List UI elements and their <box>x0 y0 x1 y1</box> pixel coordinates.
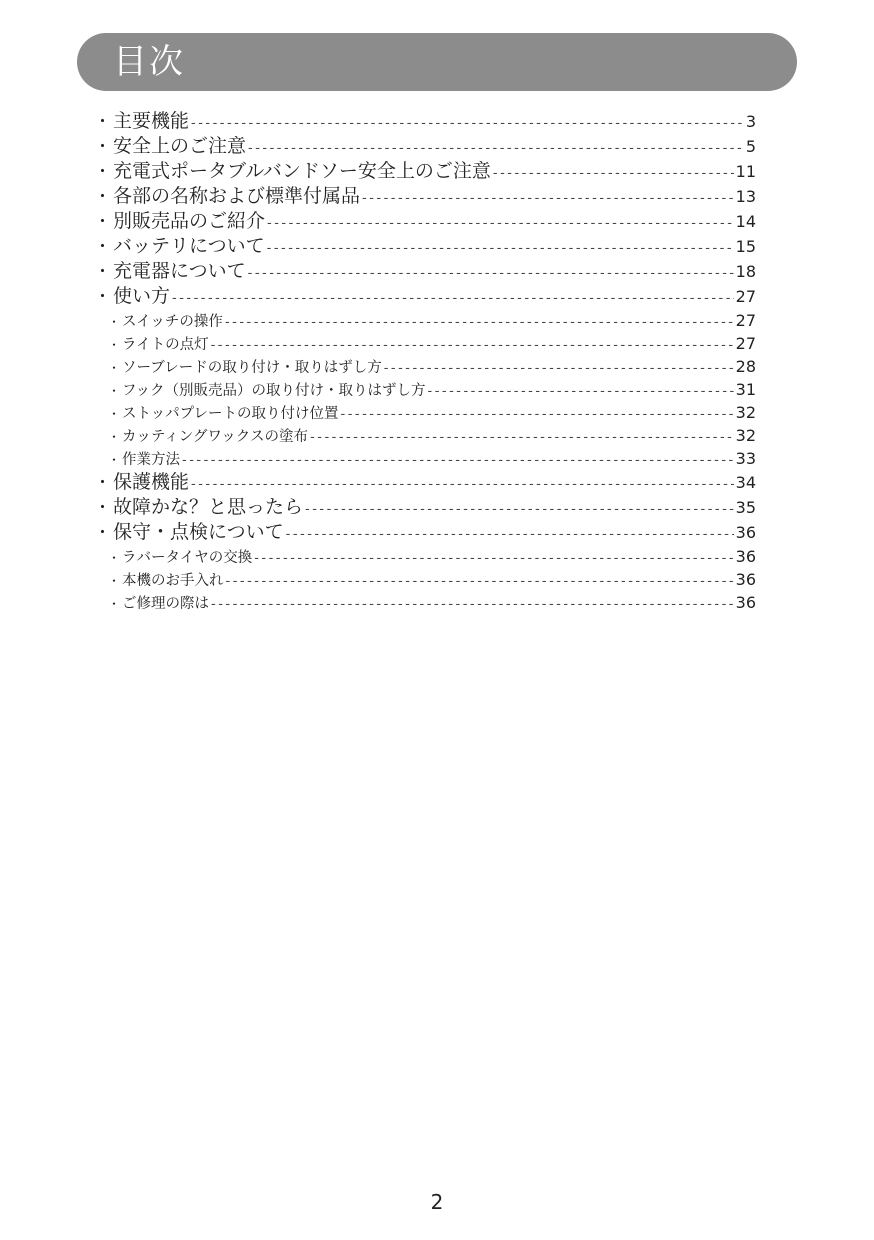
toc-bullet: ・ <box>108 453 121 467</box>
toc-entry-label: 保護機能 <box>113 471 190 493</box>
toc-entry[interactable] <box>94 470 756 495</box>
toc-entry-page: 32 <box>735 403 756 422</box>
toc-bullet: ・ <box>108 430 121 444</box>
toc-entry-label: ラバータイヤの交換 <box>122 550 253 566</box>
toc-dot-leader <box>211 593 734 616</box>
toc-entry-label: 本機のお手入れ <box>122 573 224 589</box>
toc-entry-page: 11 <box>735 162 756 181</box>
page-number: 2 <box>430 1190 444 1214</box>
toc-bullet: ・ <box>94 287 111 307</box>
toc-bullet: ・ <box>108 597 121 611</box>
toc-entry-page: 18 <box>735 262 756 281</box>
toc-bullet: ・ <box>94 162 111 182</box>
toc-bullet: ・ <box>94 498 111 518</box>
toc-dot-leader <box>341 403 734 426</box>
toc-entry-label: フック（別販売品）の取り付け・取りはずし方 <box>122 383 426 399</box>
toc-entry-label: 充電器について <box>113 260 246 282</box>
toc-entry-page: 33 <box>735 449 756 468</box>
toc-bullet: ・ <box>108 574 121 588</box>
toc-dot-leader <box>226 570 734 593</box>
toc-subentry[interactable] <box>94 447 756 470</box>
toc-bullet: ・ <box>108 338 121 352</box>
toc-header-bar <box>77 33 797 91</box>
toc-bullet: ・ <box>94 112 111 132</box>
toc-dot-leader <box>191 111 744 136</box>
toc-dot-leader <box>267 211 734 236</box>
toc-entry-page: 36 <box>735 593 756 612</box>
toc-entry-label: 保守・点検について <box>113 521 284 543</box>
toc-dot-leader <box>428 380 734 403</box>
toc-entry-page: 28 <box>735 357 756 376</box>
toc-entry-page: 36 <box>735 523 756 542</box>
toc-dot-leader <box>225 311 734 334</box>
toc-bullet: ・ <box>108 361 121 375</box>
toc-dot-leader <box>267 236 734 261</box>
toc-entry-label: バッテリについて <box>113 235 265 257</box>
toc-dot-leader <box>191 472 734 497</box>
toc-bullet: ・ <box>94 237 111 257</box>
toc-bullet: ・ <box>108 407 121 421</box>
toc-dot-leader <box>384 357 734 380</box>
toc-entry[interactable] <box>94 184 756 209</box>
toc-bullet: ・ <box>94 212 111 232</box>
toc-entry-page: 27 <box>735 334 756 353</box>
toc-bullet: ・ <box>94 473 111 493</box>
toc-entry-page: 34 <box>735 473 756 492</box>
toc-entry[interactable] <box>94 209 756 234</box>
toc-dot-leader <box>248 261 734 286</box>
toc-entry[interactable] <box>94 134 756 159</box>
toc-entry-label: ライトの点灯 <box>122 337 209 353</box>
toc-entry[interactable] <box>94 109 756 134</box>
toc-dot-leader <box>182 449 734 472</box>
toc-subentry[interactable] <box>94 378 756 401</box>
toc-dot-leader <box>493 161 734 186</box>
toc-bullet: ・ <box>108 315 121 329</box>
toc-dot-leader <box>254 547 733 570</box>
toc-entry-page: 15 <box>735 237 756 256</box>
toc-entry-label: 安全上のご注意 <box>113 135 247 157</box>
table-of-contents <box>94 109 756 614</box>
toc-entry[interactable] <box>94 159 756 184</box>
toc-entry-label: 主要機能 <box>113 110 190 132</box>
toc-entry-label: 故障かな？と思ったら <box>113 496 304 518</box>
toc-bullet: ・ <box>94 137 111 157</box>
toc-dot-leader <box>310 426 734 449</box>
toc-dot-leader <box>305 497 734 522</box>
toc-entry-page: 5 <box>745 137 756 156</box>
toc-entry-page: 36 <box>735 547 756 566</box>
toc-entry-label: スイッチの操作 <box>122 314 223 330</box>
toc-entry-label: 別販売品のご紹介 <box>113 210 266 232</box>
toc-entry-page: 36 <box>735 570 756 589</box>
toc-bullet: ・ <box>108 384 121 398</box>
toc-subentry[interactable] <box>94 545 756 568</box>
toc-entry-label: ソーブレードの取り付け・取りはずし方 <box>122 360 382 376</box>
toc-entry-page: 32 <box>735 426 756 445</box>
toc-entry-label: 充電式ポータブルバンドソー安全上のご注意 <box>113 160 491 182</box>
toc-entry-label: ストッパプレートの取り付け位置 <box>122 406 339 422</box>
toc-bullet: ・ <box>94 523 111 543</box>
toc-entry[interactable] <box>94 284 756 309</box>
toc-entry-page: 31 <box>735 380 756 399</box>
toc-dot-leader <box>248 136 744 161</box>
toc-bullet: ・ <box>108 551 121 565</box>
toc-subentry[interactable] <box>94 424 756 447</box>
toc-subentry[interactable] <box>94 332 756 355</box>
toc-dot-leader <box>172 286 734 311</box>
toc-subentry[interactable] <box>94 591 756 614</box>
toc-entry-label: ご修理の際は <box>122 596 210 612</box>
toc-subentry[interactable] <box>94 355 756 378</box>
toc-subentry[interactable] <box>94 401 756 424</box>
toc-entry[interactable] <box>94 259 756 284</box>
toc-entry-label: 作業方法 <box>122 452 181 468</box>
toc-entry-page: 35 <box>735 498 756 517</box>
toc-dot-leader <box>211 334 734 357</box>
toc-subentry[interactable] <box>94 568 756 591</box>
toc-entry-label: 各部の名称および標準付属品 <box>113 185 361 207</box>
toc-entry-page: 27 <box>735 311 756 330</box>
toc-entry-page: 14 <box>735 212 756 231</box>
toc-entry[interactable] <box>94 234 756 259</box>
toc-bullet: ・ <box>94 187 111 207</box>
page-title: 目次 <box>113 42 185 82</box>
toc-dot-leader <box>286 522 734 547</box>
toc-entry[interactable] <box>94 495 756 520</box>
toc-entry-label: 使い方 <box>113 285 171 307</box>
toc-bullet: ・ <box>94 262 111 282</box>
toc-dot-leader <box>362 186 734 211</box>
toc-entry-page: 13 <box>735 187 756 206</box>
toc-entry[interactable] <box>94 520 756 545</box>
toc-entry-label: カッティングワックスの塗布 <box>122 429 309 445</box>
toc-entry-page: 27 <box>735 287 756 306</box>
toc-entry-page: 3 <box>745 112 756 131</box>
toc-subentry[interactable] <box>94 309 756 332</box>
